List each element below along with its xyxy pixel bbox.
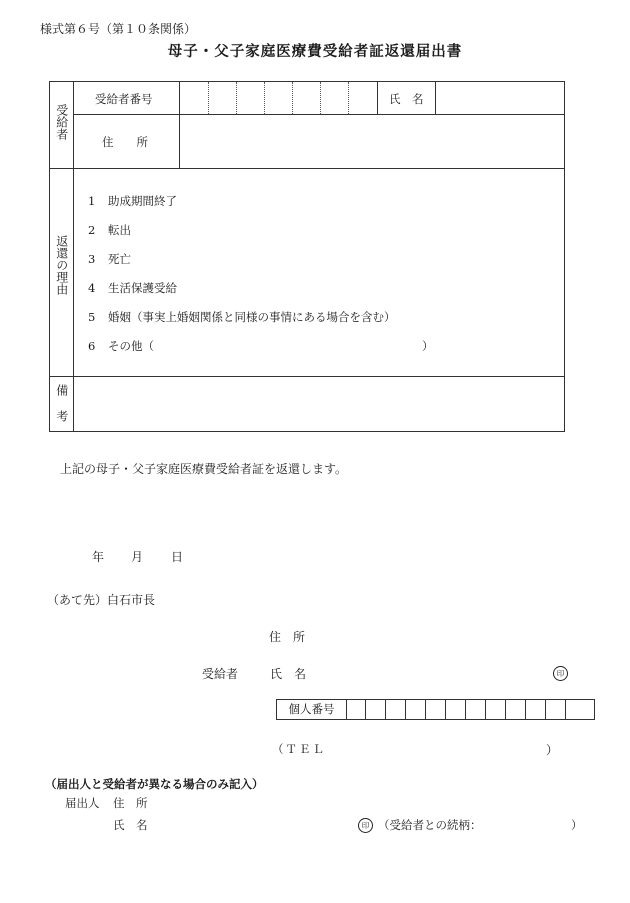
form-number: 様式第６号（第１０条関係） — [40, 22, 197, 36]
remarks-section-label: 備考 — [54, 384, 69, 436]
applicant-recipient-label: 受給者 — [202, 667, 239, 681]
reason-text: 助成期間終了 — [108, 194, 177, 208]
reason-text: 生活保護受給 — [108, 281, 177, 295]
recipient-number-field[interactable] — [180, 82, 377, 114]
other-reason-field[interactable] — [160, 337, 420, 353]
reason-option[interactable] — [88, 251, 131, 267]
notifier-name-label: 氏 名 — [113, 818, 148, 832]
name-label: 氏 名 — [389, 92, 424, 106]
date-year-label: 年 — [92, 550, 105, 564]
individual-number-field[interactable] — [346, 700, 594, 719]
date-day-label: 日 — [171, 550, 184, 564]
reason-text: その他（ — [108, 339, 154, 353]
other-reason-close: ） — [422, 339, 434, 353]
seal-icon: 印 — [358, 818, 373, 833]
date-month-label: 月 — [131, 550, 144, 564]
individual-number-label: 個人番号 — [277, 700, 347, 719]
applicant-address-field[interactable] — [330, 626, 580, 644]
date-field[interactable] — [75, 546, 185, 564]
reason-number: 2 — [88, 223, 96, 237]
reason-text: 婚姻（事実上婚姻関係と同様の事情にある場合を含む） — [108, 310, 396, 324]
return-statement: 上記の母子・父子家庭医療費受給者証を返還します。 — [60, 462, 348, 476]
reason-option[interactable] — [88, 338, 154, 354]
reason-option[interactable] — [88, 309, 396, 325]
reason-text: 転出 — [108, 223, 131, 237]
seal-mark — [553, 665, 568, 681]
reason-option[interactable] — [88, 280, 177, 296]
page-title: 母子・父子家庭医療費受給者証返還届出書 — [167, 43, 463, 60]
address-field[interactable] — [180, 115, 564, 168]
remarks-field[interactable] — [74, 377, 564, 431]
recipient-section-label: 受給者 — [54, 104, 69, 140]
relation-label: （受給者との続柄： — [378, 818, 482, 832]
name-field[interactable] — [436, 82, 564, 114]
notifier-name-field[interactable] — [160, 815, 350, 832]
notifier-note: （届出人と受給者が異なる場合のみ記入） — [45, 777, 264, 791]
tel-close: ） — [546, 743, 559, 757]
reason-number: 6 — [88, 339, 96, 353]
relation-close: ） — [571, 818, 583, 832]
reason-number: 5 — [88, 310, 96, 324]
notifier-label: 届出人 — [65, 796, 100, 810]
reason-section-label: 返還の理由 — [54, 235, 69, 295]
reason-option[interactable] — [88, 193, 177, 209]
relation-field[interactable] — [490, 815, 570, 832]
seal-icon: 印 — [553, 666, 568, 681]
addressee: （あて先）白石市長 — [47, 593, 156, 607]
address-label: 住 所 — [102, 135, 148, 149]
reason-text: 死亡 — [108, 252, 131, 266]
reason-option[interactable] — [88, 222, 131, 238]
notifier-address-label: 住 所 — [113, 796, 148, 810]
tel-field[interactable] — [330, 739, 540, 757]
notifier-address-field[interactable] — [160, 793, 560, 810]
reason-number: 1 — [88, 194, 96, 208]
tel-label: （ＴＥＬ — [272, 742, 326, 756]
notifier-seal-mark — [358, 817, 373, 833]
applicant-name-label: 氏 名 — [270, 667, 307, 681]
recipient-number-label: 受給者番号 — [95, 92, 153, 106]
reason-number: 4 — [88, 281, 96, 295]
divider — [49, 168, 565, 169]
applicant-name-field[interactable] — [330, 663, 540, 681]
divider — [377, 81, 378, 114]
applicant-address-label: 住 所 — [269, 630, 306, 644]
reason-number: 3 — [88, 252, 96, 266]
